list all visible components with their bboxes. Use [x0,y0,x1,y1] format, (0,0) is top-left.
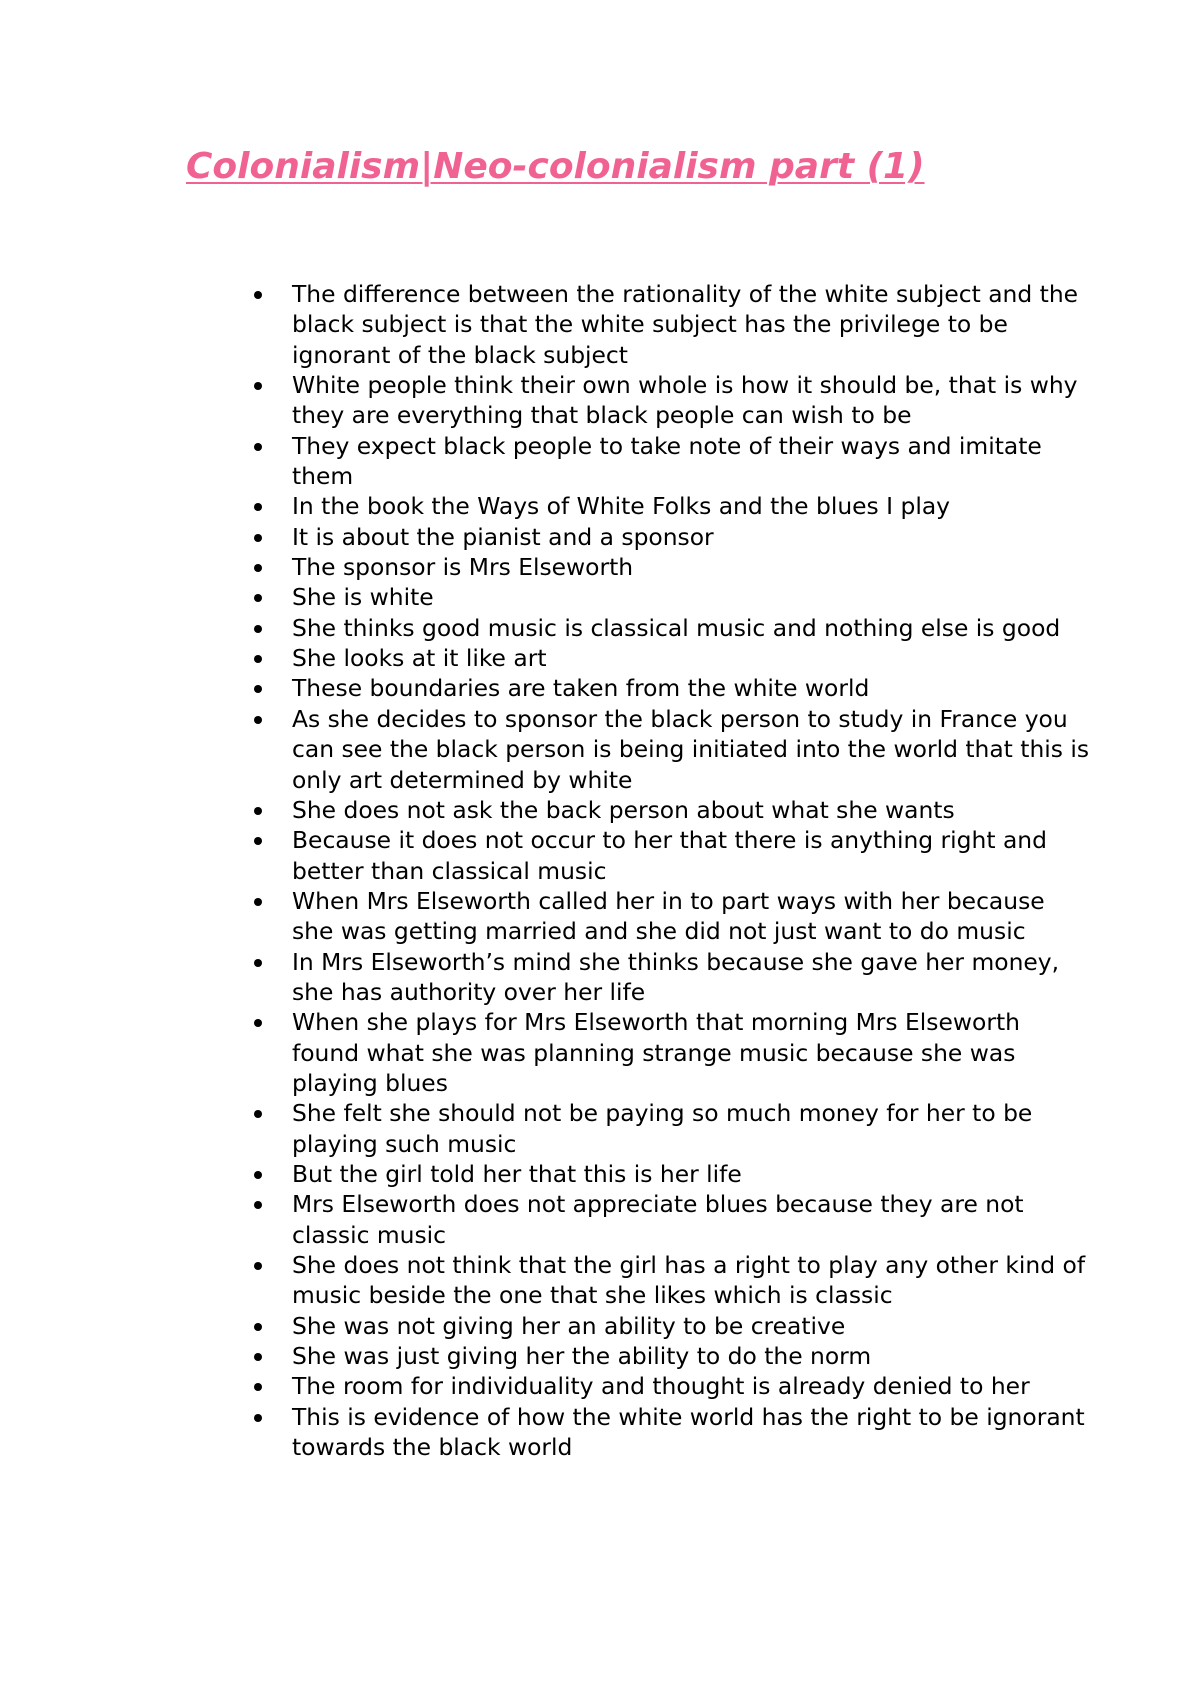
bullet-icon [254,443,262,451]
document-title: Colonialism|Neo-colonialism part (1) [186,146,925,187]
list-item-text: In Mrs Elseworth’s mind she thinks because she gave her money, she has authority over her life [292,947,1060,1006]
bullet-icon [254,534,262,542]
bullet-icon [254,685,262,693]
list-item [250,1159,1090,1189]
bullet-icon [254,1201,262,1209]
list-item [250,947,1090,1008]
list-item [250,795,1090,825]
bullet-icon [254,382,262,390]
list-item-text: It is about the pianist and a sponsor [292,522,714,551]
list-item-text: They expect black people to take note of their ways and imitate them [292,431,1042,491]
bullet-icon [254,1383,262,1391]
list-item-text: She thinks good music is classical music and nothing else is good [292,613,1061,642]
list-item [250,522,1090,552]
list-item-text: When Mrs Elseworth called her in to part ways with her because she was getting married and she did not just want to do music [292,886,1045,946]
list-item [250,491,1090,521]
list-item-text: The room for individuality and thought is already denied to her [292,1372,1030,1401]
bullet-list [250,279,1090,1462]
bullet-icon [254,503,262,511]
list-item-text: She does not think that the girl has a right to play any other kind of music beside the one that she likes which is classic [292,1251,1086,1310]
list-item [250,1189,1090,1250]
list-item [250,552,1090,582]
bullet-icon [254,625,262,633]
list-item-text: When she plays for Mrs Elseworth that morning Mrs Elseworth found what she was planning strange music because she was playing blues [292,1008,1020,1097]
list-item-text: She looks at it like art [292,644,547,673]
list-item-text: But the girl told her that this is her life [292,1159,742,1188]
list-item-text: This is evidence of how the white world has the right to be ignorant towards the black world [292,1402,1085,1462]
list-item-text: Because it does not occur to her that there is anything right and better than classical music [292,826,1047,885]
bullet-icon [254,1353,262,1361]
list-item-text: Mrs Elseworth does not appreciate blues because they are not classic music [292,1190,1024,1249]
bullet-icon [254,959,262,967]
bullet-icon [254,1110,262,1118]
list-item-text: She was not giving her an ability to be creative [292,1311,846,1340]
list-item [250,886,1090,947]
list-item [250,673,1090,703]
list-item [250,582,1090,612]
list-item [250,704,1090,795]
list-item [250,1007,1090,1098]
bullet-icon [254,1019,262,1027]
bullet-icon [254,837,262,845]
list-item [250,825,1090,886]
list-item-text: These boundaries are taken from the white world [292,674,870,703]
bullet-icon [254,807,262,815]
list-item [250,279,1090,370]
list-item [250,431,1090,492]
list-item [250,1098,1090,1159]
list-item-text: In the book the Ways of White Folks and the blues I play [292,492,951,521]
list-item-text: She is white [292,583,434,612]
list-item [250,1371,1090,1401]
bullet-icon [254,291,262,299]
bullet-icon [254,594,262,602]
bullet-icon [254,716,262,724]
list-item [250,613,1090,643]
list-item-text: White people think their own whole is how it should be, that is why they are everything that black people can wish to be [292,371,1078,430]
bullet-icon [254,1323,262,1331]
list-item-text: The sponsor is Mrs Elseworth [292,553,634,582]
list-item-text: As she decides to sponsor the black person to study in France you can see the black person is being initiated into the world that this is only art determined by white [292,704,1090,794]
bullet-icon [254,655,262,663]
list-item [250,1341,1090,1371]
list-item-text: She felt she should not be paying so much money for her to be playing such music [292,1099,1033,1158]
list-item-text: She was just giving her the ability to do the norm [292,1342,872,1371]
list-item [250,643,1090,673]
list-item [250,1250,1090,1311]
bullet-icon [254,1262,262,1270]
list-item [250,370,1090,431]
list-item [250,1402,1090,1463]
bullet-icon [254,898,262,906]
list-item [250,1311,1090,1341]
list-item-text: She does not ask the back person about what she wants [292,795,955,824]
bullet-icon [254,1414,262,1422]
bullet-icon [254,1171,262,1179]
bullet-icon [254,564,262,572]
list-item-text: The difference between the rationality of the white subject and the black subject is that the white subject has the privilege to be ignorant of the black subject [292,280,1079,369]
